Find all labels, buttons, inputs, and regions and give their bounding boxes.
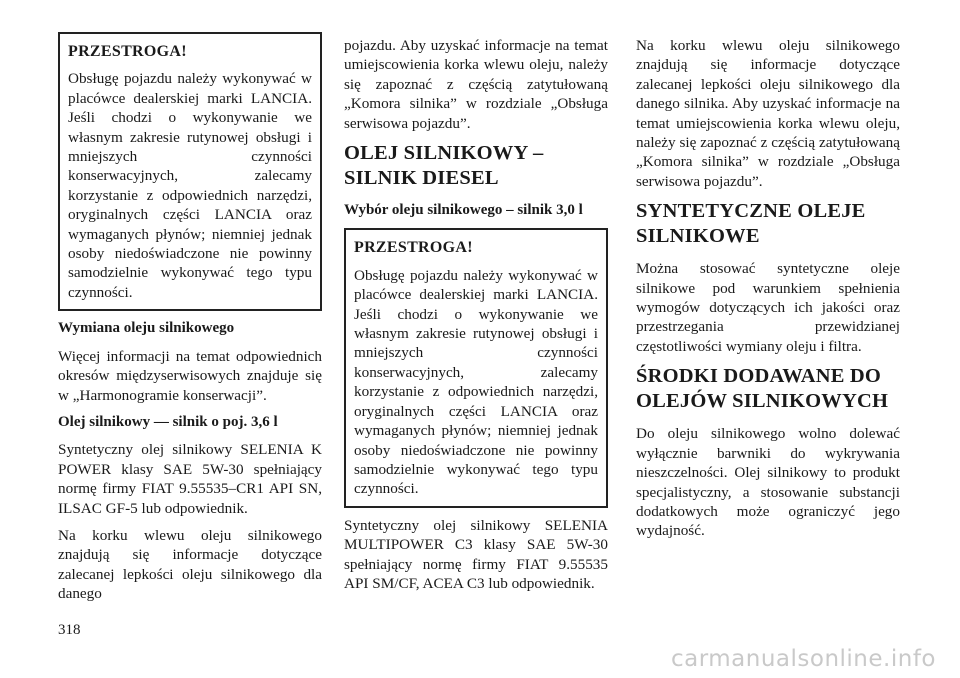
right-column — [636, 36, 900, 549]
footer-watermark: carmanualsonline.info — [670, 646, 936, 672]
warning-box — [344, 228, 608, 507]
synthetic-text: Można stosować syntetyczne oleje silnikowe pod warunkiem spełnienia wymogów dotyczących ich jakości oraz przestrzegania przewidzianej częstotliwości wymiany oleju i filtra. — [636, 260, 900, 355]
left-column — [58, 32, 322, 612]
page-number: 318 — [58, 622, 81, 638]
warning-title: PRZESTROGA! — [68, 43, 187, 60]
oil-36-cap-text: Na korku wlewu oleju silnikowego znajdują się informacje dotyczące zalecanej lepkości oleju silnikowego dla danego — [58, 526, 322, 603]
oil-36-text: Syntetyczny olej silnikowy SELENIA K POWER klasy SAE 5W-30 spełniający normę firmy FIAT 9.55535–CR1 API SN, ILSAC GF-5 lub odpowiednik. — [58, 441, 322, 517]
additives-text: Do oleju silnikowego wolno dolewać wyłącznie barwniki do wykrywania nieszczelności. Olej silnikowy to produkt specjalistyczny, a stosowanie substancji dodatkowych może ograniczyć jego wydajność. — [636, 425, 900, 540]
oil-change-text: Więcej informacji na temat odpowiednich okresów międzyserwisowych znajduje się w „Harmonogramie konserwacji”. — [58, 347, 322, 404]
oil-36-heading: Olej silnikowy — silnik o poj. 3,6 l — [58, 413, 278, 430]
oil-change-heading: Wymiana oleju silnikowego — [58, 320, 235, 337]
diesel-subheading: Wybór oleju silnikowego – silnik 3,0 l — [344, 202, 583, 219]
warning-box — [58, 32, 322, 311]
continuation-text: pojazdu. Aby uzyskać informacje na temat umiejscowienia korka wlewu oleju, należy się zapoznać z częścią zatytułowaną „Komora silnika” w rozdziale „Obsługa serwisowa pojazdu”. — [344, 37, 608, 132]
warning-text: Obsługę pojazdu należy wykonywać w placówce dealerskiej marki LANCIA. Jeśli chodzi o wykonywanie we własnym zakresie rutynowej obsługi i mniejszych czynności konserwacyjnych, zalecamy korzystanie z odpowiednich narzędzi, oryginalnych części LANCIA oraz wymaganych płynów; niemniej jednak osoby niedoświadczone nie powinny samodzielnie wykonywać tego typu czynności. — [68, 70, 312, 301]
synthetic-heading: SYNTETYCZNE OLEJE SILNIKOWE — [636, 200, 866, 248]
cap-text: Na korku wlewu oleju silnikowego znajdują się informacje dotyczące zalecanej lepkości oleju silnikowego dla danego silnika. Aby uzyskać informacje na temat umiejscowienia korka wlewu oleju, należy się zapoznać z częścią zatytułowaną „Komora silnika” w rozdziale „Obsługa serwisowa pojazdu”. — [636, 37, 900, 190]
middle-column — [344, 36, 608, 601]
diesel-heading: OLEJ SILNIKOWY – SILNIK DIESEL — [344, 142, 544, 190]
diesel-oil-text: Syntetyczny olej silnikowy SELENIA MULTIPOWER C3 klasy SAE 5W-30 spełniający normę firmy FIAT 9.55535 API SM/CF, ACEA C3 lub odpowiednik. — [344, 516, 608, 592]
warning-title: PRZESTROGA! — [354, 239, 473, 257]
warning-text: Obsługę pojazdu należy wykonywać w placówce dealerskiej marki LANCIA. Jeśli chodzi o wykonywanie we własnym zakresie rutynowej obsługi i mniejszych czynności konserwacyjnych, zalecamy korzystanie z odpowiednich narzędzi, oryginalnych części LANCIA oraz wymaganych płynów; niemniej jednak osoby niedoświadczone nie powinny samodzielnie wykonywać tego typu czynności. — [354, 266, 598, 498]
additives-heading: ŚRODKI DODAWANE DO OLEJÓW SILNIKOWYCH — [636, 365, 889, 413]
